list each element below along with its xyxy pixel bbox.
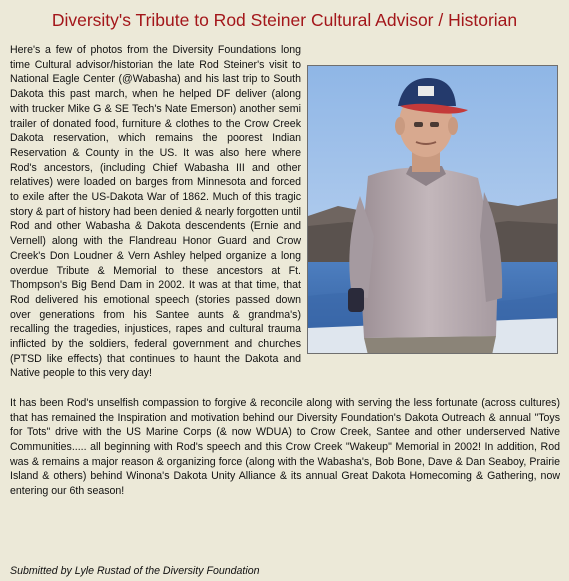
article-body [10, 43, 560, 499]
paragraph-1: Here's a few of photos from the Diversity Foundations long time Cultural advisor/historian the late Rod Steiner's visit to National Eagle Center (@Wabasha) and his last trip to South Dakota this past march, when he helped DF deliver (along with trucker Mike G & SE Tech's Nate Emerson) another semi trailer of donated food, furniture & clothes to the Crow Creek Dakota reservation, which remains the poorest Indian Reservation & County in the US. It was also here where Rod's ancestors, (including Chief Wabasha III and other relatives) were loaded on barges from Minnesota and forced to exile after the US-Dakota War of 1862. Much of this tragic story & part of history had been denied & nearly forgotten until Rod and other Wabasha & Dakota descendents (Ernie and Vernell) along with the Flandreau Honor Guard and Crow Creek's Don Loudner & Vern Ashley helped organize a long overdue Tribute & Memorial to these ancestors at Ft. Thompson's Big Bend Dam in 2002. It was at that time, that Rod delivered his emotional speech (stories passed down over generations from his Santee aunts & grandma's) recalling the tragedies, injustices, rapes and cultural trauma inflicted by the soldiers, federal government and churches (PTSD like effects) that continues to haunt the Dakota and Native people to this very day! [10, 44, 301, 380]
page-title: Diversity's Tribute to Rod Steiner Cultural Advisor / Historian [51, 10, 518, 30]
submission-credit: Submitted by Lyle Rustad of the Diversity Foundation [10, 565, 260, 577]
rod-steiner-photo [307, 65, 558, 354]
photo-illustration [308, 66, 558, 354]
paragraph-2: It has been Rod's unselfish compassion to forgive & reconcile along with serving the less fortunate (across cultures) that has remained the Inspiration and motivation behind our Diversity Foundation's Dakota Outreach & annual "Toys for Tots" drive with the US Marine Corps (& now WDUA) to Crow Creek, Santee and other underserved Native Communities..... all beginning with Rod's speech and this Crow Creek "Wakeup" Memorial in 2002! In addition, Rod was & remains a major reason & organizing force (along with the Wabasha's, Bob Bone, Dave & Dan Seaboy, Prairie Island & others) behind Winona's Dakota Unity Alliance & its annual Great Dakota Homecoming & Gathering, now entering our 6th season! [10, 396, 560, 498]
